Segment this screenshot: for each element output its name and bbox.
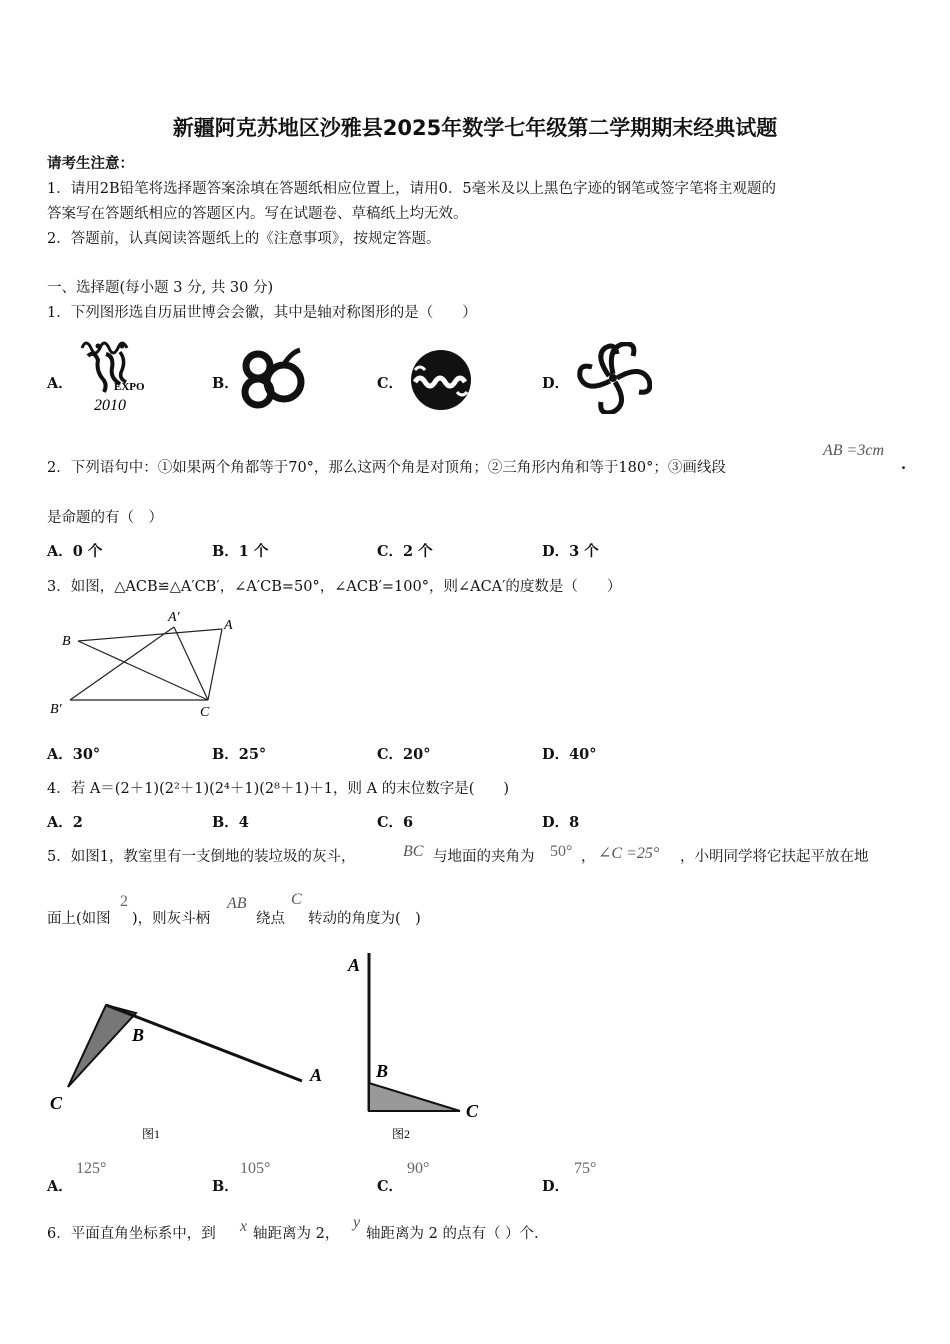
q2-option-a[interactable]: A．0 个 [47,543,103,560]
page-title: 新疆阿克苏地区沙雅县2025年数学七年级第二学期期末经典试题 [172,116,778,140]
q3-stem: 3．如图，△ACB≌△A′CB′，∠A′CB=50°，∠ACB′=100°，则∠ACA′的度数是（ ） [47,579,622,595]
q5-option-d[interactable]: D． [542,1178,570,1195]
q5-math-50deg: 50° [550,843,573,860]
q2-option-b[interactable]: B．1 个 [212,543,269,560]
q5-text-2: 与地面的夹角为 [433,849,535,865]
fig1-caption: 图1 [142,1127,161,1141]
q5-option-a[interactable]: A． [47,1178,73,1195]
q4-option-a[interactable]: A．2 [47,814,83,831]
q3-figure [44,603,244,723]
q3-option-c[interactable]: C．20° [377,746,431,763]
q5-text-7: 绕点 [256,911,285,927]
q5-option-a-value: 125° [76,1160,107,1177]
q5-math-angle-c: ∠C =25° [598,845,660,862]
q1-option-a[interactable]: A． [47,375,73,392]
q5-option-c[interactable]: C． [377,1178,404,1195]
q6-math-y: y [353,1214,361,1231]
q5-option-d-value: 75° [574,1160,597,1177]
q1-option-c[interactable]: C． [377,375,404,392]
expo-logo-b [240,346,310,412]
q3-label-a-prime: A′ [168,610,180,625]
q4-option-b[interactable]: B．4 [212,814,249,831]
q2-math-ab: AB =3cm [823,442,884,459]
fig1-label-a: A [310,1065,323,1085]
expo-logo-a [76,334,156,414]
q3-label-b-prime: B′ [50,702,62,717]
expo-text: EXPO [114,381,145,393]
expo-logo-c [409,348,473,412]
q6-math-x: x [240,1218,248,1235]
fig2-label-a: A [348,955,361,975]
q5-math-2: 2 [120,893,128,910]
q5-math-ab: AB [227,895,247,912]
q1-option-d[interactable]: D． [542,375,570,392]
q6-text-2: 轴距离为 2， [253,1226,340,1242]
expo-logo-d [574,342,652,414]
q4-option-c[interactable]: C．6 [377,814,414,831]
q2-stem: 2．下列语句中：①如果两个角都等于70°，那么这两个角是对顶角；②三角形内角和等于180°；③画线段 [47,460,726,476]
q1-stem: 1．下列图形选自历届世博会会徽，其中是轴对称图形的是（ ） [47,305,477,321]
q5-text-6: )，则灰斗柄 [132,911,211,927]
q5-text-1: 5．如图1，教室里有一支倒地的装垃圾的灰斗， [47,849,356,865]
q2-option-d[interactable]: D．3 个 [542,543,599,560]
q2-line-2: 是命题的有（ ） [47,510,163,526]
q3-option-d[interactable]: D．40° [542,746,597,763]
q3-label-b: B [62,634,71,649]
q3-label-c: C [200,705,210,720]
q4-stem: 4．若 A＝(2＋1)(2²＋1)(2⁴＋1)(2⁸＋1)＋1，则 A 的末位数字是( ) [47,781,510,797]
notice-line-1: 1．请用2B铅笔将选择题答案涂填在答题纸相应位置上，请用0．5毫米及以上黑色字迹的钢笔或签字笔将主观题的 [47,181,777,197]
q3-label-a: A [224,618,233,633]
q5-math-c: C [291,891,302,908]
q6-text-1: 6．平面直角坐标系中，到 [47,1226,216,1242]
q5-text-3: ， [581,849,596,865]
q4-option-d[interactable]: D．8 [542,814,580,831]
q5-option-c-value: 90° [407,1160,430,1177]
q5-figure-2 [340,947,490,1147]
fig1-label-c: C [50,1093,63,1113]
q3-option-a[interactable]: A．30° [47,746,101,763]
q5-math-bc: BC [403,843,424,860]
q5-figure-1 [44,995,334,1145]
q5-text-8: 转动的角度为( ) [308,911,421,927]
q2-option-c[interactable]: C．2 个 [377,543,433,560]
fig1-label-b: B [132,1025,145,1045]
notice-heading: 请考生注意： [47,155,134,172]
expo-year: 2010 [94,397,126,414]
q2-period: . [901,456,907,473]
notice-line-3: 2．答题前，认真阅读答题纸上的《注意事项》，按规定答题。 [47,231,441,247]
q5-option-b-value: 105° [240,1160,271,1177]
q5-text-4: ，小明同学将它扶起平放在地 [680,849,869,865]
notice-line-2: 答案写在答题纸相应的答题区内。写在试题卷、草稿纸上均无效。 [47,206,468,222]
fig2-caption: 图2 [392,1127,411,1141]
q1-option-b[interactable]: B． [212,375,239,392]
fig2-label-c: C [466,1101,479,1121]
q5-text-5: 面上(如图 [47,911,111,927]
q5-option-b[interactable]: B． [212,1178,239,1195]
q6-text-3: 轴距离为 2 的点有（ ）个. [366,1226,539,1242]
q3-option-b[interactable]: B．25° [212,746,267,763]
fig2-label-b: B [376,1061,389,1081]
section-heading: 一、选择题(每小题 3 分, 共 30 分) [47,280,274,296]
